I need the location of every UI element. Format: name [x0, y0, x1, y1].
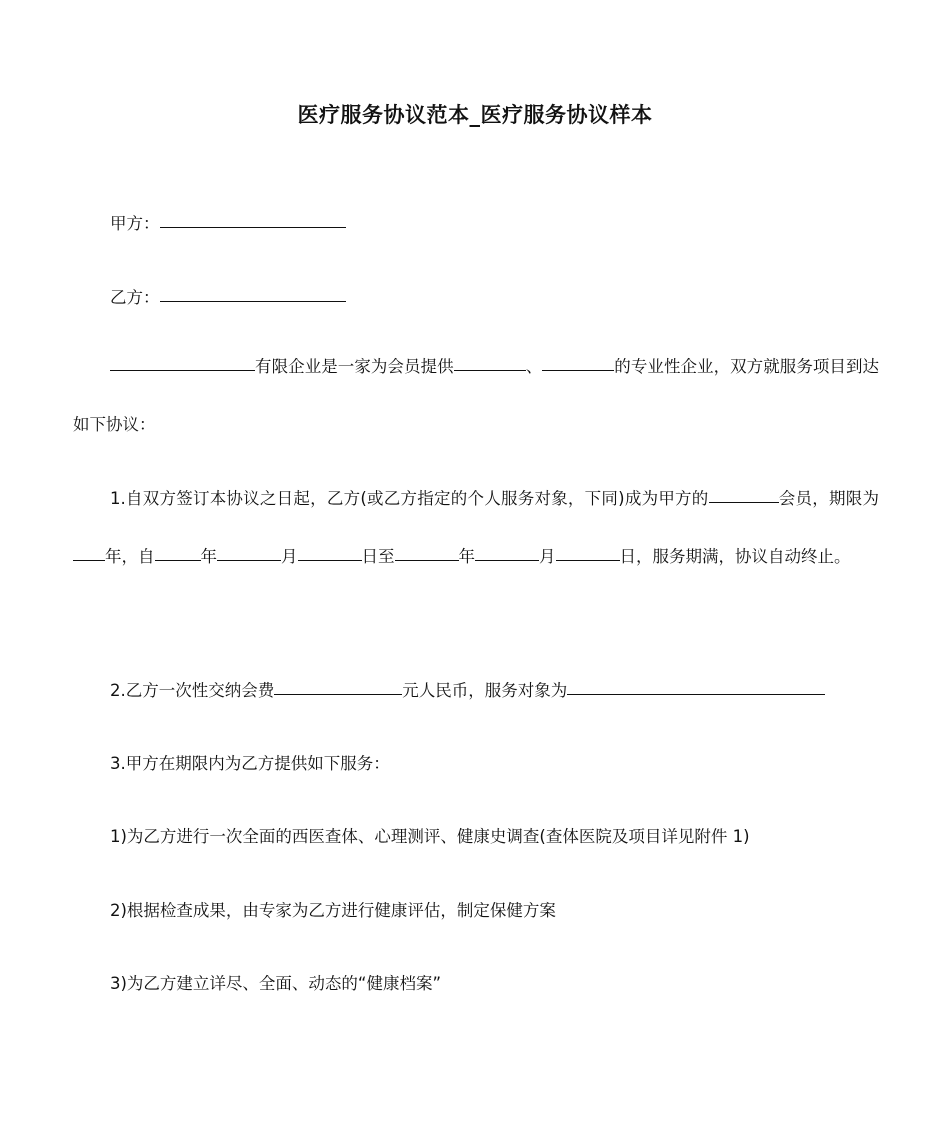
clause-1-text: 年	[200, 547, 217, 566]
service-2-blank	[542, 369, 614, 371]
party-a-line	[110, 210, 346, 234]
end-year-blank	[395, 559, 459, 561]
clause-1-text: 日至	[361, 547, 395, 566]
clause-1-text: 年	[458, 547, 475, 566]
party-a-blank	[160, 226, 346, 228]
start-day-blank	[298, 559, 362, 561]
clause-2-text: 元人民币，服务对象为	[402, 681, 568, 700]
service-item-2: 2)根据检查成果，由专家为乙方进行健康评估，制定保健方案	[110, 901, 556, 920]
document-title: 医疗服务协议范本_医疗服务协议样本	[297, 103, 653, 127]
party-b-blank	[160, 300, 346, 302]
service-item-1: 1)为乙方进行一次全面的西医查体、心理测评、健康史调查(查体医院及项目详见附件 1)	[110, 827, 750, 846]
company-name-blank	[110, 369, 255, 371]
term-years-blank	[73, 559, 105, 561]
fee-amount-blank	[274, 693, 402, 695]
party-b-line	[110, 284, 346, 308]
end-month-blank	[475, 559, 539, 561]
end-day-blank	[556, 559, 620, 561]
clause-2-text: 2.乙方一次性交纳会费	[110, 681, 275, 700]
clause-1-text: 月	[539, 547, 556, 566]
party-a-label: 甲方：	[110, 214, 160, 233]
clause-3-line: 3.甲方在期限内为乙方提供如下服务：	[110, 754, 390, 773]
service-item-3: 3)为乙方建立详尽、全面、动态的“健康档案”	[110, 974, 442, 993]
clause-1-text: 日，服务期满，协议自动终止。	[619, 547, 851, 566]
service-target-blank	[567, 693, 825, 695]
service-1-blank	[454, 369, 526, 371]
clause-1-text: 月	[281, 547, 298, 566]
clause-1-text: 会员，期限为	[778, 489, 879, 508]
intro-separator: 、	[525, 357, 543, 376]
party-b-label: 乙方：	[110, 288, 160, 307]
intro-text-1: 有限企业是一家为会员提供	[255, 357, 454, 376]
clause-1-paragraph	[73, 470, 879, 586]
start-year-blank	[155, 559, 201, 561]
clause-1-text: 年，自	[105, 547, 155, 566]
start-month-blank	[217, 559, 281, 561]
intro-text-2: 的专业性企业，双方就服务项目到达如下协议：	[73, 357, 880, 434]
clause-2-line	[110, 677, 825, 701]
clause-1-text: 1.自双方签订本协议之日起，乙方(或乙方指定的个人服务对象，下同)成为甲方的	[110, 489, 709, 508]
member-type-blank	[709, 501, 779, 503]
intro-paragraph	[73, 338, 879, 454]
